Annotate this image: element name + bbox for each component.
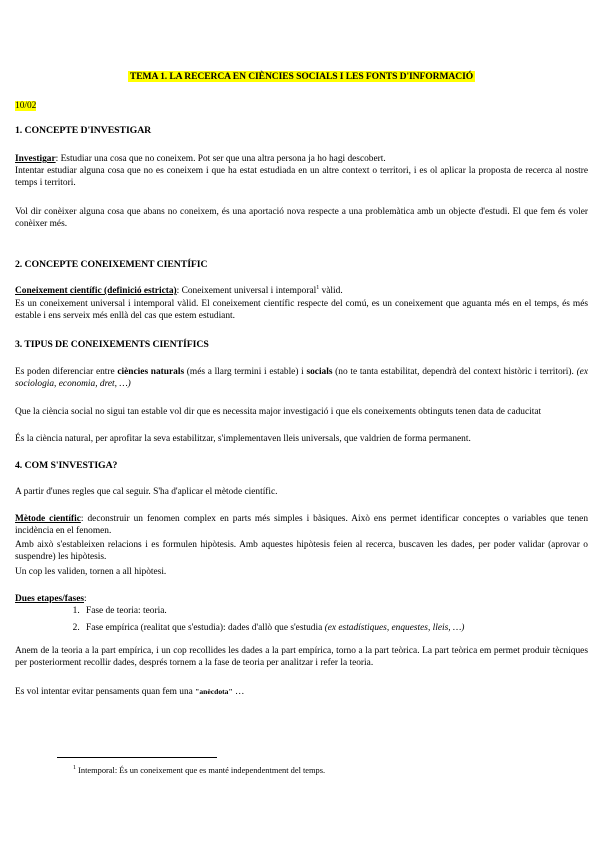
metode-paragraph-3: Un cop les validen, tornen a all hipòtesi.: [15, 567, 167, 577]
etapes-label-row: [15, 593, 588, 605]
section-1-paragraph-1: Intentar estudiar alguna cosa que no es coneixem i que ha estat estudiada en un altre context o territori, i es ol aplicar la proposta de recerca al nostre temps i territori.: [15, 166, 588, 189]
section-4-heading: 4. COM S'INVESTIGA?: [15, 460, 118, 471]
footnote-mark: 1: [73, 765, 76, 772]
etapa-2-text: Fase empírica (realitat que s'estudia): dades d'allò que s'estudia: [86, 623, 325, 634]
investigar-definition: : Estudiar una cosa que no coneixem. Pot ser que una altra persona ja ho hagi descobert.: [55, 154, 386, 164]
coneixement-definition: : Coneixement universal i intemporal: [176, 286, 317, 296]
section-2-definition: [15, 285, 588, 297]
section-3-paragraph-1: [15, 366, 588, 391]
document-title: TEMA 1. LA RECERCA EN CIÈNCIES SOCIALS I LES FONTS D'INFORMACIÓ: [129, 71, 474, 82]
metode-definition: : deconstruir un fenomen complex en parts més simples i bàsiques. Això ens permet identificar conceptes o variables que tenen incidència en el fenomen.: [15, 514, 589, 537]
socials-term: socials: [306, 367, 333, 377]
text-run: …: [232, 687, 245, 697]
section-1-paragraph-2: Vol dir conèixer alguna cosa que abans no coneixem, és una aportació nova respecte a una problemàtica amb un objecte d'estudi. El que fem és voler conèixer més.: [15, 207, 588, 230]
metode-cientific-term: Mètode científic: [15, 514, 81, 524]
footnote-text: Intemporal: És un coneixement que es manté independentment del temps.: [76, 766, 326, 775]
text-run: (no te tanta estabilitat, dependrà del context històric i territori).: [332, 367, 577, 377]
coneixement-definition-end: vàlid.: [319, 286, 343, 296]
ciencies-naturals-term: ciències naturals: [117, 367, 185, 377]
etapes-list: [15, 605, 588, 635]
list-item: [82, 622, 588, 634]
section-3-paragraph-3: És la ciència natural, per aprofitar la seva estabilitzar, s'implementaven lleis universals, que valdrien de forma permanent.: [15, 434, 471, 444]
section-4-paragraph-1: A partir d'unes regles que cal seguir. S'ha d'aplicar el mètode científic.: [15, 487, 278, 497]
etapes-label: Dues etapes/fases: [15, 594, 85, 604]
date-row: [15, 100, 588, 112]
etapa-2-examples: (ex estadístiques, enquestes, lleis, …): [324, 623, 465, 634]
anecdota-term: "anècdota": [195, 687, 233, 696]
section-3-paragraph-2: Que la ciència social no sigui tan estable vol dir que es necessita major investigació i que els coneixements obtinguts tenen data de caducitat: [15, 407, 542, 417]
list-item: [82, 605, 588, 617]
section-3-heading: 3. TIPUS DE CONEIXEMENTS CIENTÍFICS: [15, 339, 209, 350]
section-1-definition: [15, 153, 588, 165]
section-2-heading: 2. CONCEPTE CONEIXEMENT CIENTÍFIC: [15, 259, 208, 270]
etapa-1-text: Fase de teoria: teoria.: [86, 606, 167, 616]
examples-italic: (ex sociologia, economia, dret, …): [15, 367, 589, 390]
section-2-paragraph: Es un coneixement universal i intemporal vàlid. El coneixement científic respecte del comú, es un coneixement que aguanta més en el temps, és més estable i ens serveix més enllà del cas que estem estudiant.: [15, 299, 588, 322]
footnote: [73, 765, 325, 777]
etapes-colon: :: [84, 594, 87, 604]
metode-paragraph-2: Amb això s'estableixen relacions i es formulen hipòtesis. Amb aquestes hipòtesis feien al recerca, buscaven les dades, per poder validar (aprovar o suspendre) les hipòtesis.: [15, 540, 588, 563]
evitar-paragraph: [15, 686, 588, 698]
footnote-separator: [57, 757, 217, 758]
teoria-empirica-paragraph: Anem de la teoria a la part empírica, i un cop recollides les dades a la part empírica, torno a la part teòrica. La part teòrica em permet produir tècniques per posteriorment recollir dades, després tornem a la fase de teoria per analitzar i refer la teoria.: [15, 646, 588, 669]
title-row: [15, 71, 588, 83]
text-run: (més a llarg termini i estable) i: [184, 367, 307, 377]
coneixement-cientific-term: Coneixement científic (definició estricta): [15, 286, 177, 296]
metode-cientific-paragraph: [15, 513, 588, 538]
text-run: Es poden diferenciar entre: [15, 367, 118, 377]
text-run: Es vol intentar evitar pensaments quan fem una: [15, 687, 196, 697]
date-label: 10/02: [15, 101, 37, 111]
investigar-term: Investigar: [15, 154, 56, 164]
footnote-reference: 1: [316, 284, 320, 291]
section-1-heading: 1. CONCEPTE D'INVESTIGAR: [15, 125, 152, 136]
